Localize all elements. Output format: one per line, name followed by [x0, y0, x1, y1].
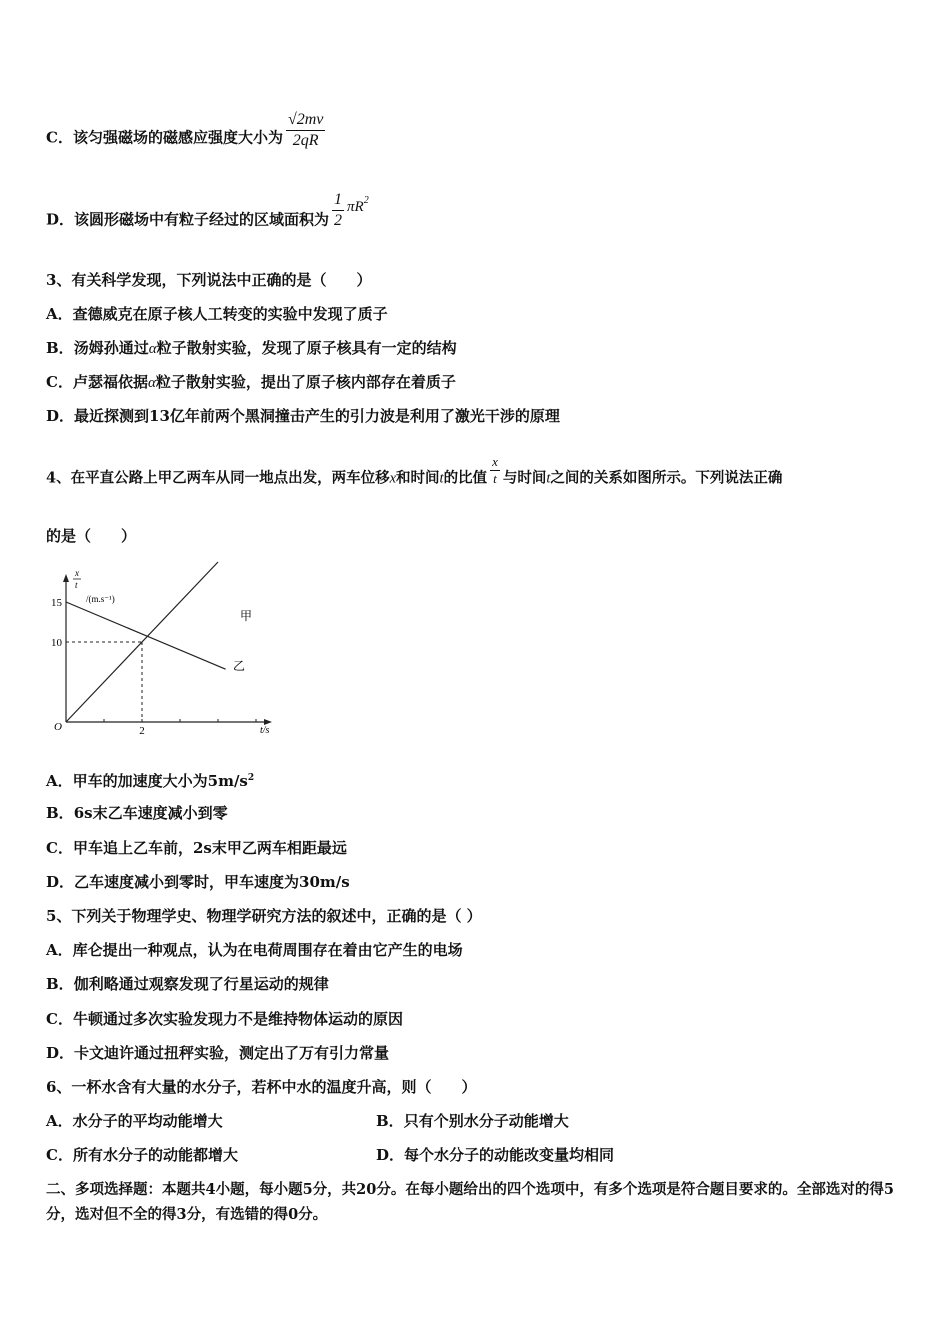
- option-text: 水分子的平均动能增大: [72, 1112, 223, 1130]
- x-axis-label: t/s: [260, 725, 270, 736]
- option-text: 查德威克在原子核人工转变的实验中发现了质子: [72, 305, 388, 323]
- area-fraction: [332, 190, 344, 231]
- option-text: 卡文迪许通过扭秤实验，测定出了万有引力常量: [74, 1044, 390, 1062]
- option-text: 牛顿通过多次实验发现力不是维持物体运动的原因: [72, 1010, 403, 1028]
- stem-part: 之间的关系如图所示。下列说法正确: [550, 469, 783, 487]
- q4-stem: [46, 454, 783, 495]
- stem-part: 4、在平直公路上甲乙两车从同一地点出发，两车位移: [46, 469, 390, 487]
- q6-option-a: [46, 1111, 223, 1131]
- y-tick-label-15: 15: [51, 597, 62, 609]
- series-jia-label: 甲: [240, 609, 253, 623]
- sqrt-symbol: √: [287, 111, 297, 128]
- option-label: C．: [46, 373, 73, 391]
- option-text: 该匀强磁场的磁感应强度大小为: [72, 128, 283, 147]
- option-text: 乙车速度减小到零时，甲车速度为30m/s: [74, 873, 350, 891]
- option-label: C．: [46, 128, 73, 147]
- q2-option-c: [46, 111, 328, 159]
- q3-option-a: [46, 304, 388, 324]
- option-label: A．: [46, 1112, 73, 1130]
- option-label: A．: [46, 941, 73, 959]
- option-text-pre: 卢瑟福依据: [72, 373, 148, 391]
- option-label: C．: [46, 839, 73, 857]
- option-text: 甲车的加速度大小为5m/s: [72, 772, 248, 790]
- stem-part: 和时间: [396, 469, 440, 487]
- var-t: t: [439, 470, 444, 487]
- option-label: D．: [46, 407, 75, 425]
- option-text-post: 粒子散射实验，提出了原子核内部存在着质子: [155, 373, 456, 391]
- series-yi-line: [66, 602, 226, 669]
- alpha-symbol: α: [147, 375, 156, 391]
- x-over-t-graph: [40, 560, 280, 740]
- option-text: 6s末乙车速度减小到零: [73, 804, 228, 822]
- y-axis-label-den: t: [75, 580, 78, 590]
- option-text-pre: 汤姆孙通过: [73, 339, 149, 357]
- option-label: C．: [46, 1146, 73, 1164]
- stem-part: 与时间: [502, 469, 547, 487]
- q4-option-c: [46, 838, 347, 858]
- q5-stem: 5、下列关于物理学史、物理学研究方法的叙述中，正确的是（ ）: [46, 907, 482, 925]
- option-text: 该圆形磁场中有粒子经过的区域面积为: [74, 210, 330, 229]
- area-tail: πR: [347, 198, 364, 215]
- q5-option-b: [46, 974, 329, 994]
- option-text: 伽利略通过观察发现了行星运动的规律: [73, 975, 329, 993]
- option-text: 只有个别水分子动能增大: [403, 1112, 569, 1130]
- magnetic-field-fraction: [286, 110, 325, 151]
- y-axis-arrow: [63, 574, 69, 582]
- option-label: B．: [46, 804, 74, 822]
- q3-option-c: [46, 372, 456, 393]
- q4-option-b: [46, 803, 228, 823]
- area-exponent: 2: [363, 194, 369, 206]
- q3-option-d: [46, 406, 560, 426]
- alpha-symbol: α: [148, 341, 157, 357]
- q3-stem: 3、有关科学发现，下列说法中正确的是（ ）: [46, 271, 372, 289]
- fraction-denominator: t: [493, 471, 497, 486]
- stem-part: 的比值: [443, 469, 488, 487]
- fraction-numerator: 2mv: [296, 111, 324, 128]
- fraction-numerator: x: [492, 454, 498, 469]
- x-tick-label-2: 2: [139, 725, 145, 737]
- y-axis-unit: /(m.s⁻¹): [86, 594, 115, 604]
- option-label: B．: [46, 339, 74, 357]
- option-label: D．: [46, 873, 75, 891]
- option-label: C．: [46, 1010, 73, 1028]
- option-text: 所有水分子的动能都增大: [72, 1146, 238, 1164]
- origin-label: O: [54, 721, 62, 733]
- q4-option-a: [46, 768, 254, 791]
- option-label: D．: [46, 1044, 75, 1062]
- option-label: A．: [46, 305, 73, 323]
- q5-option-c: [46, 1009, 403, 1029]
- q4-option-d: [46, 872, 350, 892]
- q6-option-b: [376, 1111, 569, 1131]
- q4-stem-end: 的是（ ）: [46, 527, 137, 545]
- option-label: B．: [46, 975, 74, 993]
- q6-stem: 6、一杯水含有大量的水分子，若杯中水的温度升高，则（ ）: [46, 1078, 477, 1096]
- var-t: t: [546, 470, 551, 487]
- option-text: 最近探测到13亿年前两个黑洞撞击产生的引力波是利用了激光干涉的原理: [74, 407, 560, 425]
- q6-option-c: [46, 1145, 238, 1165]
- q6-option-d: [376, 1145, 614, 1165]
- option-text: 每个水分子的动能改变量均相同: [404, 1146, 615, 1164]
- option-text: 甲车追上乙车前，2s末甲乙两车相距最远: [72, 839, 347, 857]
- q2-option-d: [46, 191, 369, 241]
- ratio-fraction: [490, 454, 500, 487]
- option-label: D．: [46, 210, 75, 229]
- fraction-denominator: 2: [334, 212, 343, 229]
- unit-exponent: 2: [247, 773, 255, 783]
- option-label: D．: [376, 1146, 405, 1164]
- option-text: 库仑提出一种观点，认为在电荷周围存在着由它产生的电场: [72, 941, 463, 959]
- q3-option-b: [46, 338, 457, 359]
- y-axis-label-num: x: [75, 568, 79, 578]
- y-tick-label-10: 10: [51, 637, 62, 649]
- option-label: A．: [46, 772, 73, 790]
- option-text-post: 粒子散射实验，发现了原子核具有一定的结构: [156, 339, 457, 357]
- section-2-instructions: 二、多项选择题：本题共4小题，每小题5分，共20分。在每小题给出的四个选项中，有多个选项是符合题目要求的。全部选对的得5分，选对但不全的得3分，有选错的得0分。: [46, 1181, 894, 1223]
- option-label: B．: [376, 1112, 404, 1130]
- series-yi-label: 乙: [233, 659, 246, 673]
- var-x: x: [389, 470, 397, 487]
- fraction-numerator: 1: [332, 190, 344, 211]
- q5-option-d: [46, 1043, 389, 1063]
- q5-option-a: [46, 940, 463, 960]
- fraction-denominator: 2qR: [292, 132, 319, 149]
